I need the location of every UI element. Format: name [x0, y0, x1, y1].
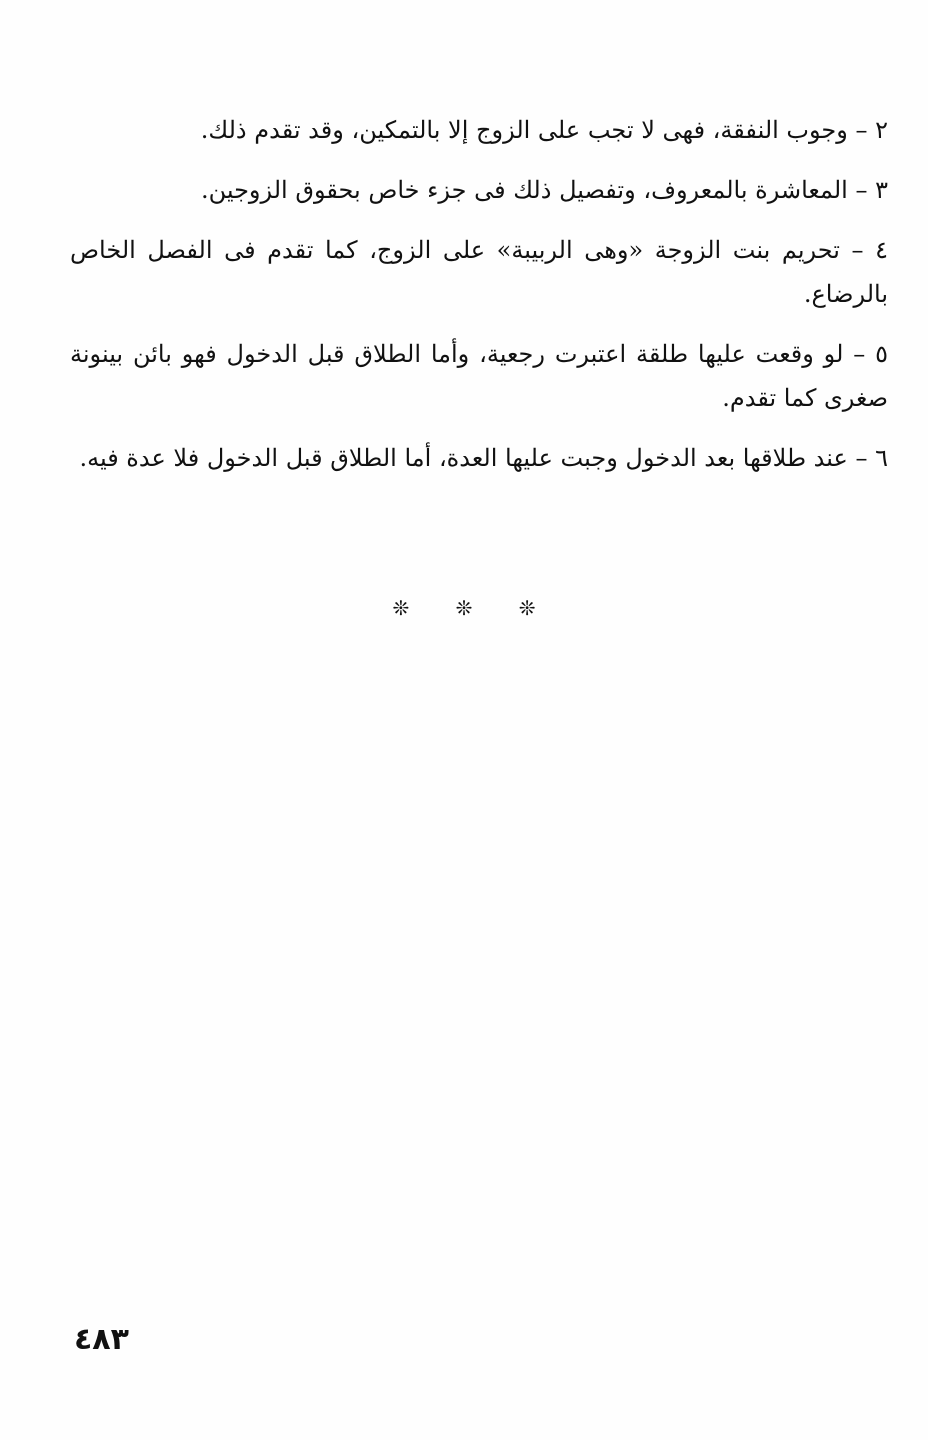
asterism-icon: ❊: [518, 596, 536, 620]
page-number: ٤٨٣: [74, 1322, 129, 1357]
paragraph-2: ٢ – وجوب النفقة، فهى لا تجب على الزوج إلا بالتمكين، وقد تقدم ذلك.: [200, 116, 888, 144]
paragraph-5: ٥ – لو وقعت عليها طلقة اعتبرت رجعية، وأما الطلاق قبل الدخول فهو بائن بينونة صغرى كما تقدم.: [70, 340, 888, 412]
paragraph-4: ٤ – تحريم بنت الزوجة «وهى الربيبة» على الزوج، كما تقدم فى الفصل الخاص بالرضاع.: [70, 236, 888, 308]
section-separator: [0, 596, 928, 620]
paragraph-3: ٣ – المعاشرة بالمعروف، وتفصيل ذلك فى جزء خاص بحقوق الزوجين.: [200, 176, 888, 204]
main-text: [70, 108, 888, 496]
asterism-icon: ❊: [455, 596, 473, 620]
asterism-icon: ❊: [392, 596, 410, 620]
paragraph-6: ٦ – عند طلاقها بعد الدخول وجبت عليها العدة، أما الطلاق قبل الدخول فلا عدة فيه.: [79, 444, 888, 472]
